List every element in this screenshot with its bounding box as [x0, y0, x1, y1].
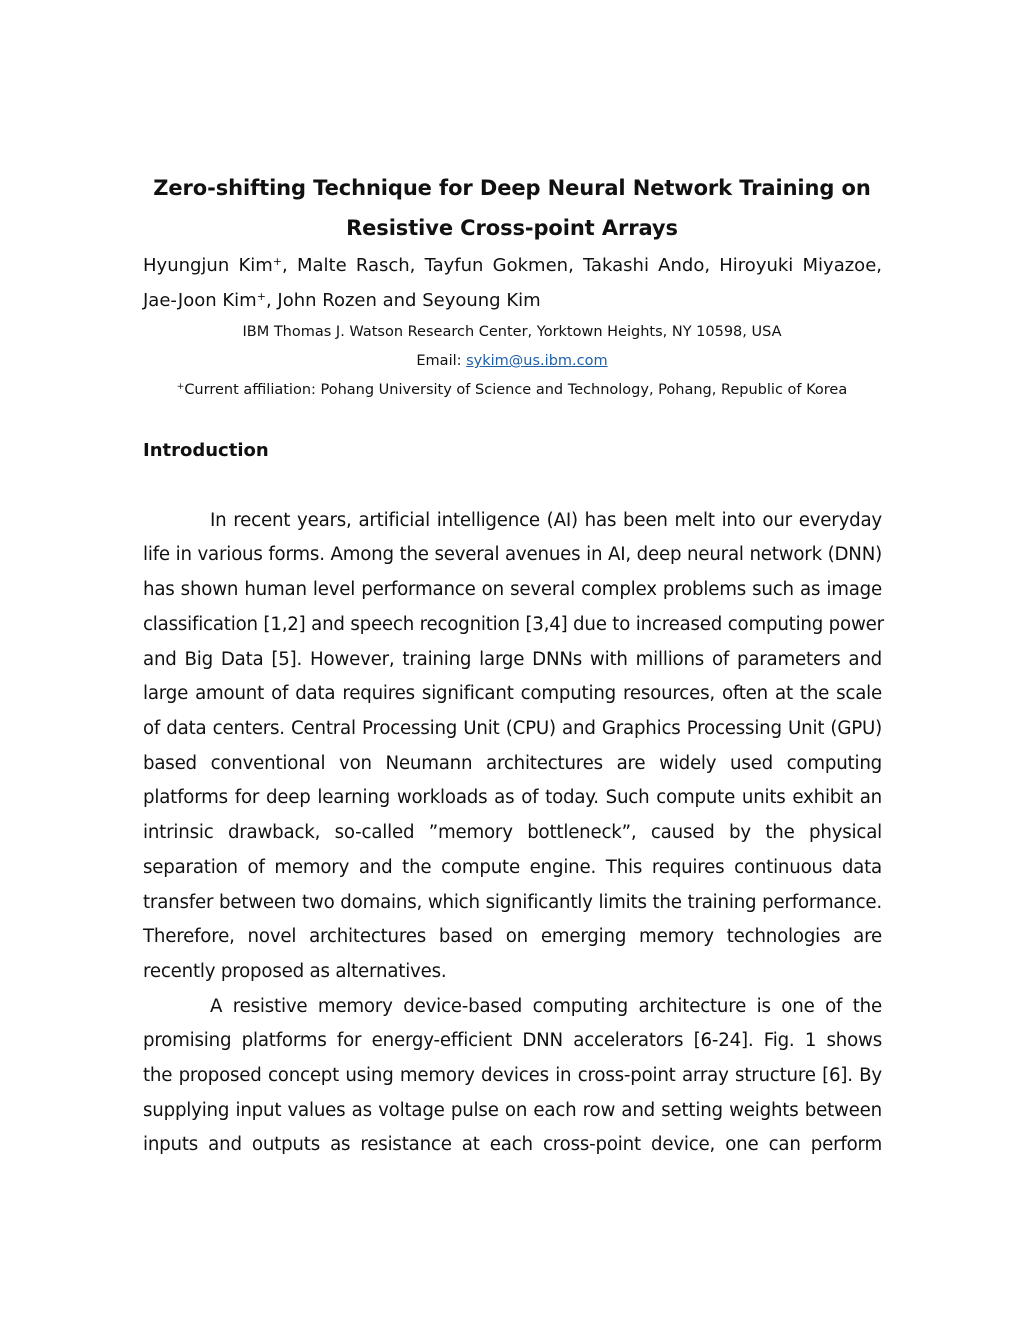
paragraph-line: life in various forms. Among the several avenues in AI, deep neural network (DNN): [143, 544, 882, 565]
author-name: Jae-Joon Kim: [143, 290, 257, 311]
paragraph-line: supplying input values as voltage pulse on each row and setting weights between: [143, 1100, 882, 1121]
author-line-2: [143, 283, 882, 318]
email-link[interactable]: sykim@us.ibm.com: [466, 353, 608, 369]
current-affiliation-text: Current affiliation: Pohang University of Science and Technology, Pohang, Republic of Korea: [184, 382, 848, 398]
paragraph-line: In recent years, artificial intelligence (AI) has been melt into our everyday: [210, 510, 882, 531]
author-names: , Malte Rasch, Tayfun Gokmen, Takashi Ando, Hiroyuki Miyazoe,: [282, 255, 882, 276]
paragraph-line: recently proposed as alternatives.: [143, 961, 447, 982]
affiliation-mark: +: [176, 382, 185, 392]
paper-title-line-2: Resistive Cross-point Arrays: [346, 216, 678, 240]
paragraph-line: separation of memory and the compute engine. This requires continuous data: [143, 857, 882, 878]
author-name: Hyungjun Kim: [143, 255, 273, 276]
paragraph-line: transfer between two domains, which significantly limits the training performance.: [143, 892, 882, 913]
author-line-1: [143, 248, 882, 283]
section-heading: Introduction: [143, 440, 269, 461]
paragraph-line: classification [1,2] and speech recognition [3,4] due to increased computing power: [143, 614, 884, 635]
paragraph-line: Therefore, novel architectures based on emerging memory technologies are: [143, 926, 882, 947]
paragraph-line: promising platforms for energy-efficient DNN accelerators [6-24]. Fig. 1 shows: [143, 1030, 882, 1051]
author-list: [143, 248, 882, 318]
institution: IBM Thomas J. Watson Research Center, Yorktown Heights, NY 10598, USA: [242, 324, 782, 340]
affiliation-mark: +: [256, 290, 266, 303]
paragraph-line: large amount of data requires significant computing resources, often at the scale: [143, 683, 882, 704]
paragraph-line: of data centers. Central Processing Unit (CPU) and Graphics Processing Unit (GPU): [143, 718, 882, 739]
paragraph-line: the proposed concept using memory devices in cross-point array structure [6]. By: [143, 1065, 882, 1086]
author-names: , John Rozen and Seyoung Kim: [265, 290, 541, 311]
paragraph-line: has shown human level performance on several complex problems such as image: [143, 579, 882, 600]
paper-title-line-1: Zero-shifting Technique for Deep Neural Network Training on: [153, 176, 871, 200]
paragraph-line: inputs and outputs as resistance at each cross-point device, one can perform: [143, 1134, 882, 1155]
email-label: Email:: [416, 353, 467, 369]
paragraph-line: intrinsic drawback, so-called ”memory bottleneck”, caused by the physical: [143, 822, 882, 843]
email-line: [120, 347, 904, 376]
current-affiliation: [120, 376, 904, 405]
paragraph-line: A resistive memory device-based computing architecture is one of the: [210, 996, 882, 1017]
affiliation-mark: +: [272, 255, 283, 268]
paragraph-line: based conventional von Neumann architectures are widely used computing: [143, 753, 882, 774]
paragraph-line: platforms for deep learning workloads as of today. Such compute units exhibit an: [143, 787, 882, 808]
paragraph-line: and Big Data [5]. However, training large DNNs with millions of parameters and: [143, 649, 882, 670]
